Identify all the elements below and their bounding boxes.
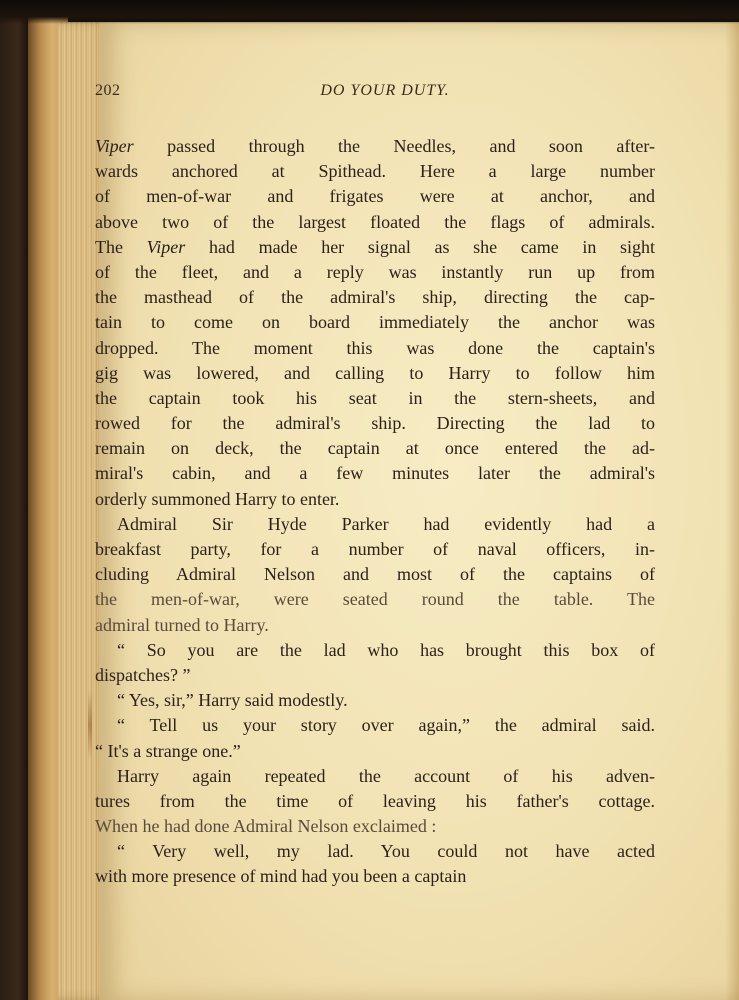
text-line: Admiral Sir Hyde Parker had evidently had a	[117, 513, 655, 534]
text-line: dropped. The moment this was done the captain's	[95, 337, 655, 358]
ship-name: Viper	[146, 236, 186, 257]
text-line: miral's cabin, and a few minutes later the admiral's	[95, 463, 655, 484]
text-line: of the fleet, and a reply was instantly run up from	[95, 261, 655, 282]
text-line: with more presence of mind had you been a captain	[95, 866, 467, 887]
running-title: DO YOUR DUTY.	[320, 82, 450, 99]
text-line: tures from the time of leaving his father's cottage.	[95, 790, 655, 811]
body-text	[95, 134, 655, 890]
text-line: dispatches? ”	[95, 664, 191, 685]
text-line: rowed for the admiral's ship. Directing the lad to	[95, 413, 655, 434]
text-line: orderly summoned Harry to enter.	[95, 488, 340, 509]
top-shadow	[0, 0, 739, 24]
text-line: Harry again repeated the account of his adven-	[117, 765, 655, 786]
text-line: cluding Admiral Nelson and most of the captains of	[95, 564, 655, 585]
text-line: “ Tell us your story over again,” the admiral said.	[117, 715, 655, 736]
page-number: 202	[95, 82, 121, 99]
text-line: above two of the largest floated the flags of admirals.	[95, 211, 655, 232]
text-line: admiral turned to Harry.	[95, 614, 269, 635]
text-line: “ Yes, sir,” Harry said modestly.	[117, 690, 348, 711]
right-page-edge	[725, 22, 739, 1000]
text-line: The Viper had made her signal as she came in sight	[95, 236, 656, 257]
text-line: “ It's a strange one.”	[95, 740, 241, 761]
ship-name: Viper	[95, 136, 134, 156]
text-line: the captain took his seat in the stern-sheets, and	[95, 387, 655, 408]
page-stain	[88, 690, 92, 760]
text-line: breakfast party, for a number of naval officers, in-	[95, 539, 655, 559]
text-line: gig was lowered, and calling to Harry to follow him	[95, 362, 655, 383]
text-line: tain to come on board immediately the anchor was	[95, 312, 655, 333]
text-line: “ So you are the lad who has brought this box of	[117, 639, 655, 660]
text-line: wards anchored at Spithead. Here a large number	[95, 161, 655, 182]
text-line: remain on deck, the captain at once entered the ad-	[95, 438, 655, 459]
text-line: “ Very well, my lad. You could not have acted	[117, 841, 655, 862]
text-line: of men-of-war and frigates were at anchor, and	[95, 186, 655, 207]
running-head	[95, 82, 555, 104]
text-line: the masthead of the admiral's ship, directing the cap-	[95, 287, 655, 308]
text-line: the men-of-war, were seated round the table. The	[95, 589, 655, 610]
text-line: Viper passed through the Needles, and soon after-	[95, 136, 655, 156]
text-line: When he had done Admiral Nelson exclaimed :	[95, 816, 437, 837]
